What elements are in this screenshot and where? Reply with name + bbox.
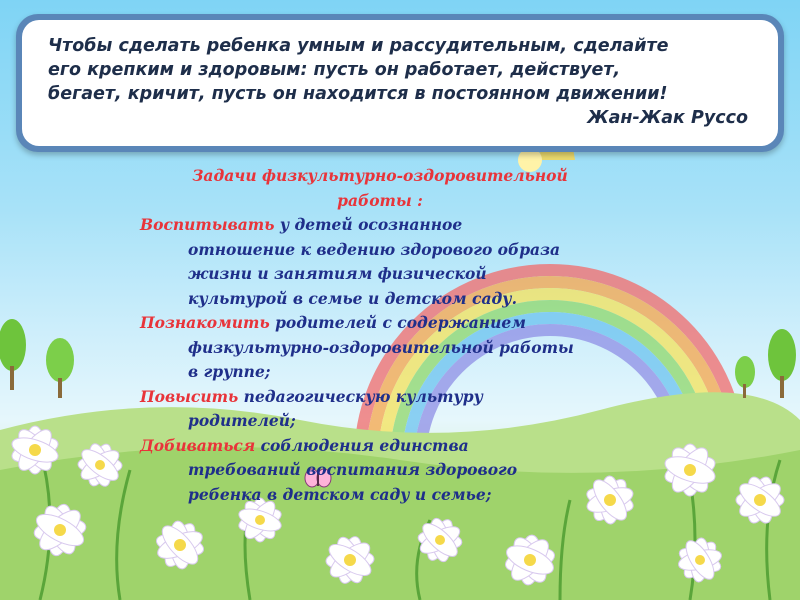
task-verb: Познакомить — [140, 313, 270, 332]
task-verb: Повысить — [140, 386, 239, 406]
task-text: у детей осознанное отношение к ведению здорового образа жизни и занятиям физической культурой в семье и детском саду. — [188, 215, 561, 308]
tasks-title: Задачи физкультурно-оздоровительной работы : — [192, 166, 568, 210]
task-item — [140, 311, 660, 385]
task-text: родителей с содержанием физкультурно-оздоровительной работы в группе; — [188, 313, 574, 381]
quote-author: Жан-Жак Руссо — [587, 108, 748, 128]
task-text: соблюдения единства требований воспитания здорового ребенка в детском саду и семье; — [188, 435, 518, 504]
quote-card-inner — [22, 20, 778, 146]
task-text: педагогическую культуру родителей; — [188, 386, 483, 430]
quote-card — [16, 14, 784, 152]
task-verb: Добиваться — [140, 435, 256, 455]
task-item — [140, 213, 660, 311]
quote-text: Чтобы сделать ребенка умным и рассудительным, сделайте его крепким и здоровым: пусть он работает, действует, бегает, кричит, пусть он находится в постоянном движении! — [48, 36, 669, 104]
task-item — [140, 434, 660, 508]
tasks-section — [140, 164, 660, 507]
task-item — [140, 385, 660, 434]
task-verb: Воспитывать — [140, 215, 275, 234]
